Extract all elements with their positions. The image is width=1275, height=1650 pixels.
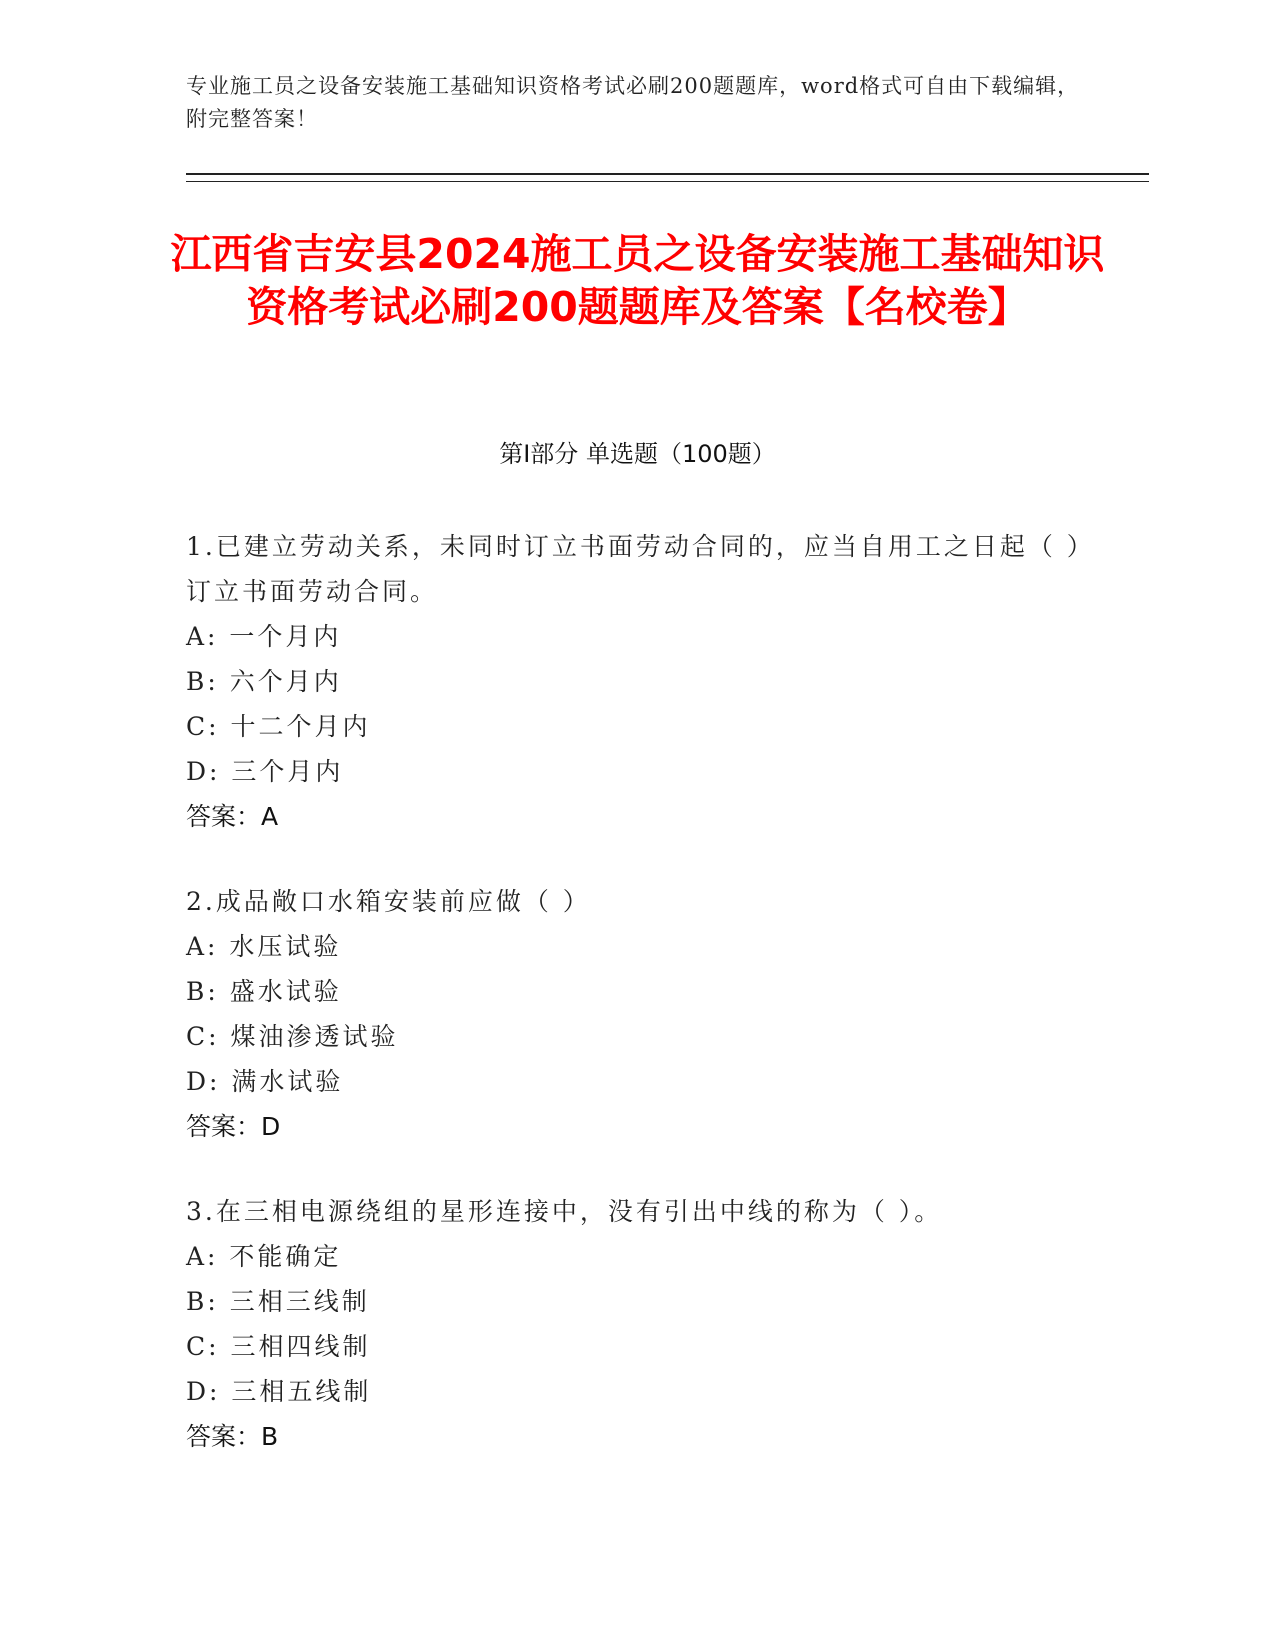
answer-line: 答案：D — [186, 1112, 281, 1141]
option-b: B: 盛水试验 — [186, 977, 342, 1006]
option-c: C: 三相四线制 — [186, 1332, 371, 1361]
section-title: 第Ⅰ部分 单选题（100题） — [499, 440, 776, 468]
answer-line: 答案：A — [186, 802, 279, 831]
option-d: D: 三相五线制 — [186, 1377, 372, 1406]
question-stem: 1.已建立劳动关系，未同时订立书面劳动合同的，应当自用工之日起（ ）订立书面劳动合同。 — [186, 532, 1083, 606]
option-a: A: 水压试验 — [186, 932, 342, 961]
question-2 — [186, 879, 1086, 1149]
option-d: D: 三个月内 — [186, 757, 344, 786]
option-c: C: 十二个月内 — [186, 712, 371, 741]
answer-line: 答案：B — [186, 1422, 279, 1451]
option-a: A: 一个月内 — [186, 622, 342, 651]
question-stem: 2.成品敞口水箱安装前应做（ ） — [186, 887, 591, 916]
option-d: D: 满水试验 — [186, 1067, 344, 1096]
header-rule-thick — [186, 173, 1149, 175]
document-title: 江西省吉安县2024施工员之设备安装施工基础知识资格考试必刷200题题库及答案【名校卷】 — [170, 230, 1105, 331]
question-3 — [186, 1189, 1086, 1459]
question-1 — [186, 524, 1086, 839]
option-c: C: 煤油渗透试验 — [186, 1022, 399, 1051]
option-a: A: 不能确定 — [186, 1242, 342, 1271]
option-b: B: 六个月内 — [186, 667, 342, 696]
option-b: B: 三相三线制 — [186, 1287, 370, 1316]
question-list — [186, 524, 1086, 1499]
question-stem: 3.在三相电源绕组的星形连接中，没有引出中线的称为（ ）。 — [186, 1197, 943, 1226]
header-note: 专业施工员之设备安装施工基础知识资格考试必刷200题题库，word格式可自由下载编辑，附完整答案！ — [186, 74, 1080, 131]
header-rule-thin — [186, 181, 1149, 182]
